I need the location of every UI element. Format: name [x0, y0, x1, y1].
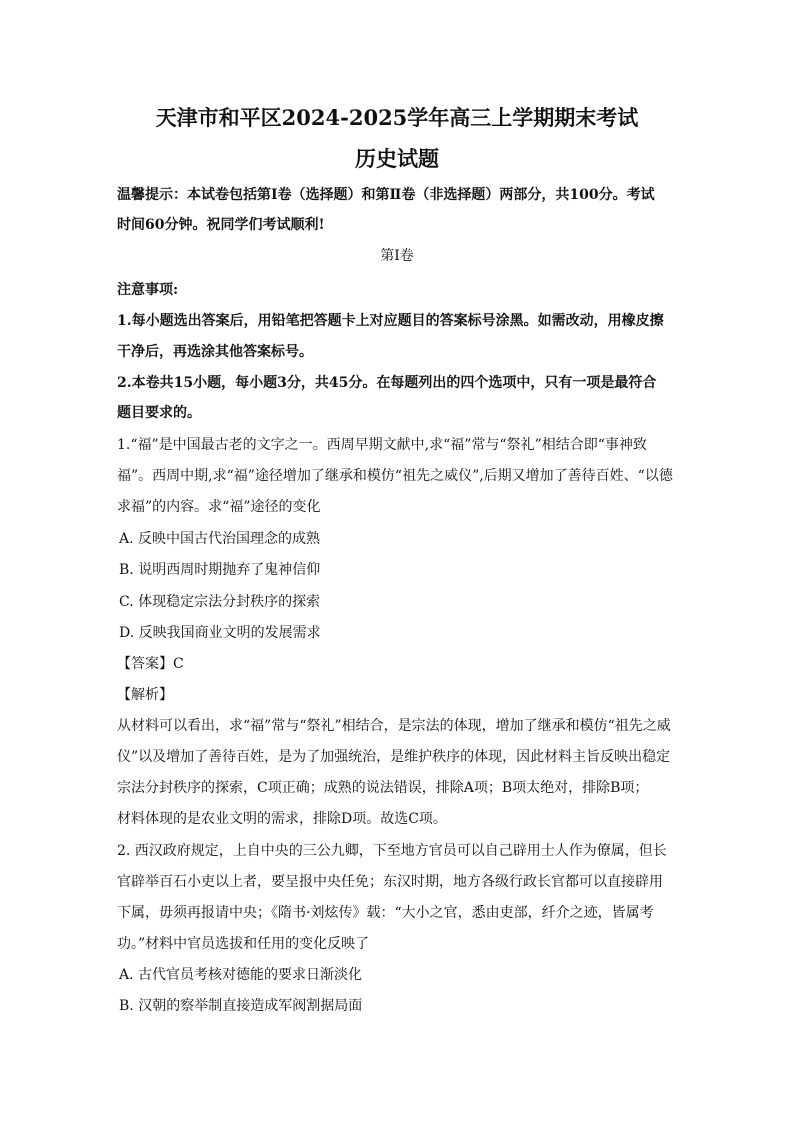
q2-stem-line-2: 官辟举百石小吏以上者，要呈报中央任免；东汉时期，地方各级行政长官都可以直接辟用 [117, 874, 663, 890]
q1-answer: 【答案】C [117, 656, 184, 672]
q1-analysis-line-4: 材料体现的是农业文明的需求，排除D项。故选C项。 [117, 811, 447, 827]
q1-analysis-label: 【解析】 [117, 687, 173, 703]
q1-analysis-line-3: 宗法分封秩序的探索，C项正确；成熟的说法错误，排除A项；B项太绝对，排除B项； [117, 780, 649, 796]
q1-stem-line-1: 1.“福”是中国最古老的文字之一。西周早期文献中,求“福”常与“祭礼”相结合即“事神致 [117, 437, 647, 453]
q1-analysis-line-1: 从材料可以看出，求“福”常与“祭礼”相结合，是宗法的体现，增加了继承和模仿“祖先之威 [117, 718, 671, 734]
notes-item-2-line-2: 题目要求的。 [117, 405, 201, 421]
exam-subtitle: 历史试题 [355, 146, 439, 171]
q1-analysis-line-2: 仪”以及增加了善待百姓，是为了加强统治，是维护秩序的体现，因此材料主旨反映出稳定 [117, 749, 671, 765]
q1-stem-line-2: 福”。西周中期,求“福”途径增加了继承和模仿“祖先之威仪”,后期又增加了善待百姓、“以德 [117, 468, 673, 484]
tip-line-1: 温馨提示：本试卷包括第Ⅰ卷（选择题）和第Ⅱ卷（非选择题）两部分，共100分。考试 [117, 187, 655, 203]
q2-option-a: A. 古代官员考核对德能的要求日渐淡化 [119, 967, 363, 983]
notes-item-2-line-1: 2.本卷共15小题，每小题3分，共45分。在每题列出的四个选项中，只有一项是最符合 [117, 375, 657, 391]
q2-stem-line-4: 功。”材料中官员选拔和任用的变化反映了 [117, 936, 370, 952]
q2-stem-line-3: 下属，毋须再报请中央；《隋书·刘炫传》载：“大小之官，悉由吏部，纤介之迹，皆属考 [117, 905, 654, 921]
exam-title: 天津市和平区2024-2025学年高三上学期期末考试 [155, 105, 639, 130]
tip-line-2: 时间60分钟。祝同学们考试顺利! [117, 217, 325, 233]
q1-option-b: B. 说明西周时期抛弃了鬼神信仰 [119, 562, 321, 578]
notes-item-1-line-1: 1.每小题选出答案后，用铅笔把答题卡上对应题目的答案标号涂黑。如需改动，用橡皮擦 [117, 313, 664, 329]
q2-option-b: B. 汉朝的察举制直接造成军阀割据局面 [119, 998, 363, 1014]
q1-stem-line-3: 求福”的内容。求“福”途径的变化 [117, 499, 321, 515]
section-label: 第Ⅰ卷 [380, 248, 414, 264]
q1-option-d: D. 反映我国商业文明的发展需求 [119, 625, 321, 641]
notes-heading: 注意事项: [117, 282, 179, 298]
notes-item-1-line-2: 干净后，再选涂其他答案标号。 [117, 344, 313, 360]
q1-option-c: C. 体现稳定宗法分封秩序的探索 [119, 594, 321, 610]
q1-option-a: A. 反映中国古代治国理念的成熟 [119, 531, 321, 547]
q2-stem-line-1: 2. 西汉政府规定，上自中央的三公九卿，下至地方官员可以自己辟用士人作为僚属，但长 [117, 843, 667, 859]
